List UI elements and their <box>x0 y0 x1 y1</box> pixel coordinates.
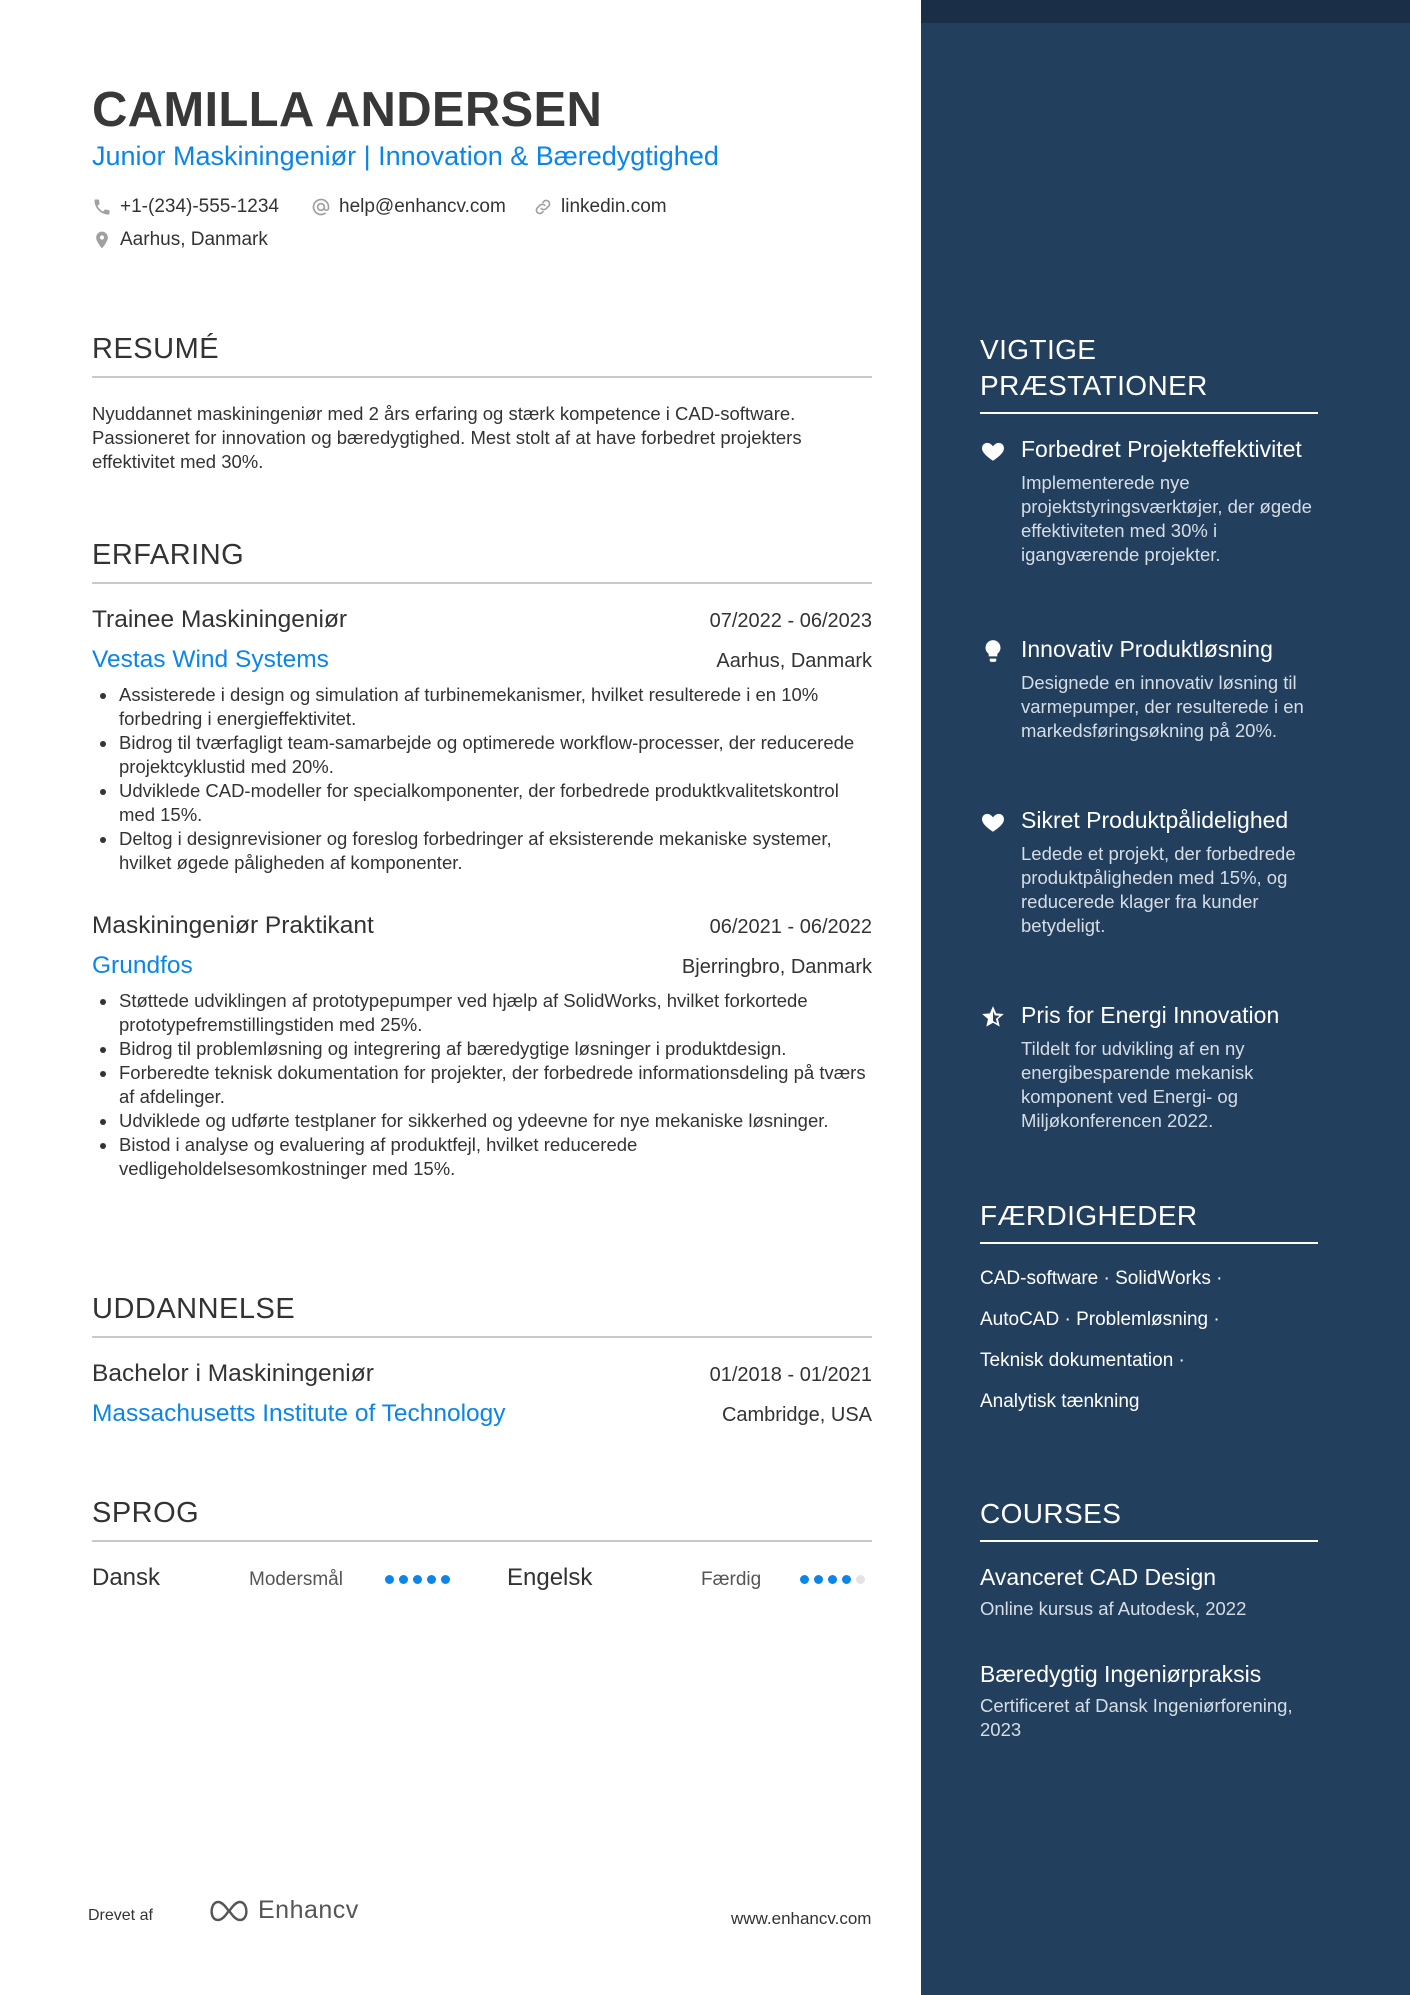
degree-title: Bachelor i Maskiningeniør <box>92 1360 374 1387</box>
sidebar <box>921 0 1410 1995</box>
job-dates: 07/2022 - 06/2023 <box>709 610 872 632</box>
achievement-title: Innovativ Produktløsning <box>1021 636 1273 662</box>
contact-email[interactable] <box>311 196 506 218</box>
rating-dot-filled <box>427 1575 436 1584</box>
location-text: Aarhus, Danmark <box>120 229 268 250</box>
language-rating-dots <box>800 1575 870 1584</box>
link-icon <box>533 197 553 217</box>
list-item: Bistod i analyse og evaluering af produktfejl, hvilket reducerede vedligeholdelsesomkostninger med 15%. <box>92 1133 872 1181</box>
rating-dot-filled <box>413 1575 422 1584</box>
summary-text: Nyuddannet maskiningeniør med 2 års erfaring og stærk kompetence i CAD-software. Passioneret for innovation og bæredygtighed. Mest stolt af at have forbedret projekters effektivitet med 30%. <box>92 403 802 472</box>
skill-line: AutoCAD · Problemløsning · <box>980 1309 1220 1330</box>
job-title: Maskiningeniør Praktikant <box>92 912 374 939</box>
footer-url[interactable]: www.enhancv.com <box>731 1909 872 1928</box>
contact-location <box>92 229 268 251</box>
summary-heading: RESUMÉ <box>92 333 872 378</box>
skill-line: Analytisk tænkning <box>980 1391 1140 1412</box>
list-item: Bidrog til tværfagligt team-samarbejde og optimerede workflow-processer, der reducerede projektcyklustid med 20%. <box>92 731 872 779</box>
achievement-title: Forbedret Projekteffektivitet <box>1021 436 1302 462</box>
footer-logo[interactable] <box>206 1896 359 1925</box>
rating-dot-filled <box>399 1575 408 1584</box>
job-title: Trainee Maskiningeniør <box>92 606 348 633</box>
candidate-headline: Junior Maskiningeniør | Innovation & Bæredygtighed <box>92 141 719 171</box>
enhancv-logo-icon <box>206 1898 252 1924</box>
experience-1-header <box>92 606 872 634</box>
education-location: Cambridge, USA <box>721 1404 872 1426</box>
experience-1-bullets <box>92 683 872 875</box>
languages-heading: SPROG <box>92 1497 872 1542</box>
school-name[interactable]: Massachusetts Institute of Technology <box>92 1400 506 1427</box>
star-icon <box>980 1004 1006 1030</box>
list-item: Deltog i designrevisioner og foreslog forbedringer af eksisterende mekaniske systemer, hvilket øgede påligheden af komponenter. <box>92 827 872 875</box>
rating-dot-filled <box>842 1575 851 1584</box>
list-item: Forberedte teknisk dokumentation for projekter, der forbedrede informationsdeling på tværs af afdelinger. <box>92 1061 872 1109</box>
education-header <box>92 1360 872 1388</box>
job-dates: 06/2021 - 06/2022 <box>709 916 872 938</box>
language-name: Engelsk <box>507 1564 593 1591</box>
language-level: Modersmål <box>249 1569 343 1590</box>
education-dates: 01/2018 - 01/2021 <box>709 1364 872 1386</box>
lightbulb-icon <box>980 638 1006 664</box>
email-text: help@enhancv.com <box>339 196 506 217</box>
course-title: Avanceret CAD Design <box>980 1564 1217 1590</box>
list-item: Udviklede CAD-modeller for specialkomponenter, der forbedrede produktkvalitetskontrol med 15%. <box>92 779 872 827</box>
achievement-desc: Implementerede nye projektstyringsværktøjer, der øgede effektiviteten med 30% i igangværende projekter. <box>1021 472 1312 565</box>
company-name[interactable]: Vestas Wind Systems <box>92 646 329 673</box>
job-location: Bjerringbro, Danmark <box>681 956 872 978</box>
skill-line: Teknisk dokumentation · <box>980 1350 1185 1371</box>
achievement-desc: Tildelt for udvikling af en ny energibesparende mekanisk komponent ved Energi- og Miljøkonferencen 2022. <box>1021 1038 1254 1131</box>
achievements-heading: VIGTIGE PRÆSTATIONER <box>980 332 1318 414</box>
experience-1-company-row <box>92 646 872 674</box>
heart-icon <box>980 438 1006 464</box>
heart-icon <box>980 809 1006 835</box>
footer-brand: Enhancv <box>258 1896 359 1924</box>
rating-dot-filled <box>385 1575 394 1584</box>
experience-heading: ERFARING <box>92 539 872 584</box>
achievement-item <box>980 635 1320 743</box>
contact-phone[interactable] <box>92 196 279 218</box>
achievement-item <box>980 1001 1320 1133</box>
phone-icon <box>92 197 112 217</box>
rating-dot-empty <box>856 1575 865 1584</box>
course-item <box>980 1563 1320 1621</box>
achievement-desc: Ledede et projekt, der forbedrede produktpåligheden med 15%, og reducerede klager fra kunder betydeligt. <box>1021 843 1296 936</box>
education-heading: UDDANNELSE <box>92 1293 872 1338</box>
rating-dot-filled <box>800 1575 809 1584</box>
experience-2-bullets <box>92 989 872 1181</box>
experience-2-header <box>92 912 872 940</box>
company-name[interactable]: Grundfos <box>92 952 193 979</box>
at-icon <box>311 197 331 217</box>
language-name: Dansk <box>92 1564 161 1591</box>
contact-link[interactable] <box>533 196 667 218</box>
list-item: Støttede udviklingen af prototypepumper ved hjælp af SolidWorks, hvilket forkortede prototypefremstillingstiden med 25%. <box>92 989 872 1037</box>
location-pin-icon <box>92 230 112 250</box>
achievement-title: Pris for Energi Innovation <box>1021 1002 1280 1028</box>
link-text: linkedin.com <box>561 196 667 217</box>
course-title: Bæredygtig Ingeniørpraksis <box>980 1661 1262 1687</box>
achievement-item <box>980 435 1320 567</box>
skills-list <box>980 1266 1320 1430</box>
experience-2-company-row <box>92 952 872 980</box>
phone-text: +1-(234)-555-1234 <box>120 196 279 217</box>
skill-line: CAD-software · SolidWorks · <box>980 1268 1223 1289</box>
achievement-desc: Designede en innovativ løsning til varmepumper, der resulterede i en markedsføringsøkning på 20%. <box>1021 672 1304 741</box>
footer-powered-by: Drevet af <box>88 1907 153 1924</box>
job-location: Aarhus, Danmark <box>716 650 872 672</box>
list-item: Assisterede i design og simulation af turbinemekanismer, hvilket resulterede i en 10% forbedring i energieffektivitet. <box>92 683 872 731</box>
education-school-row <box>92 1400 872 1428</box>
course-desc: Online kursus af Autodesk, 2022 <box>980 1598 1247 1619</box>
achievement-item <box>980 806 1320 938</box>
course-item <box>980 1660 1320 1742</box>
achievement-title: Sikret Produktpålidelighed <box>1021 807 1289 833</box>
rating-dot-filled <box>828 1575 837 1584</box>
candidate-name: CAMILLA ANDERSEN <box>92 83 603 137</box>
language-level: Færdig <box>701 1569 762 1590</box>
sidebar-top-bar <box>921 0 1410 23</box>
rating-dot-filled <box>441 1575 450 1584</box>
course-desc: Certificeret af Dansk Ingeniørforening, 2023 <box>980 1695 1293 1740</box>
rating-dot-filled <box>814 1575 823 1584</box>
language-rating-dots <box>385 1575 455 1584</box>
skills-heading: FÆRDIGHEDER <box>980 1198 1318 1244</box>
list-item: Udviklede og udførte testplaner for sikkerhed og ydeevne for nye mekaniske løsninger. <box>92 1109 872 1133</box>
courses-heading: COURSES <box>980 1496 1318 1542</box>
list-item: Bidrog til problemløsning og integrering af bæredygtige løsninger i produktdesign. <box>92 1037 872 1061</box>
